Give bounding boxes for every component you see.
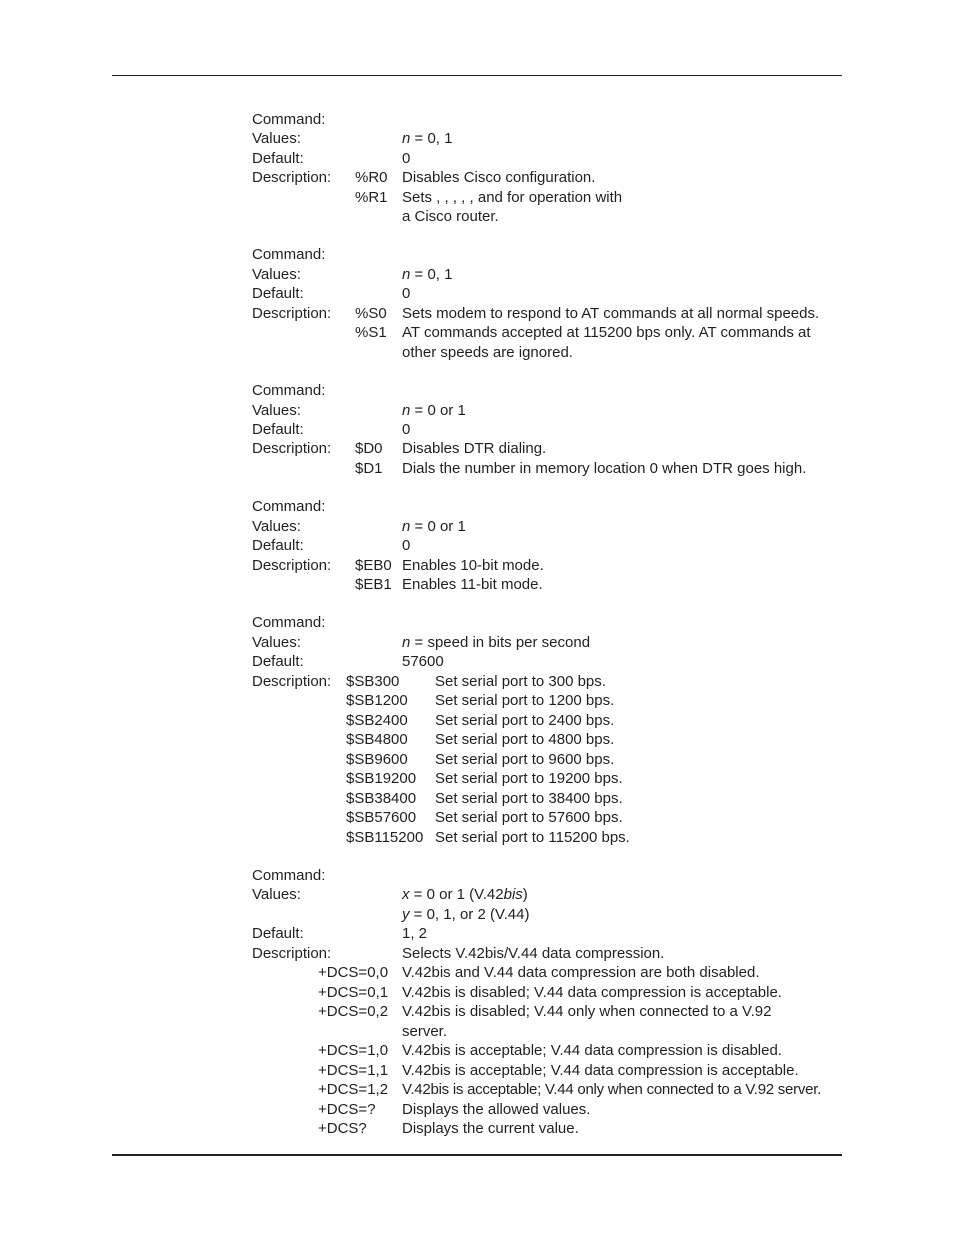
values-label: Values: <box>252 886 301 903</box>
values-label: Values: <box>252 402 301 419</box>
option-text: Sets , , , , , and for operation with <box>402 189 623 206</box>
option-text: Set serial port to 4800 bps. <box>435 731 615 748</box>
option-text: Disables DTR dialing. <box>402 440 547 457</box>
description-label: Description: <box>252 169 332 186</box>
option-code: $SB4800 <box>346 731 408 748</box>
option-code: +DCS? <box>318 1120 367 1137</box>
option-code: $SB38400 <box>346 790 417 807</box>
option-code: +DCS=0,2 <box>318 1003 389 1020</box>
values-label: Values: <box>252 634 301 651</box>
option-text: Displays the current value. <box>402 1120 579 1137</box>
option-code: %S1 <box>355 324 387 341</box>
option-code: $EB0 <box>355 557 392 574</box>
option-text: V.42bis is acceptable; V.44 data compression is acceptable. <box>402 1062 799 1079</box>
values-value: n = 0 or 1 <box>402 518 466 535</box>
option-text: Set serial port to 2400 bps. <box>435 712 615 729</box>
option-text: Displays the allowed values. <box>402 1101 591 1118</box>
description-label: Description: <box>252 440 332 457</box>
option-text: Dials the number in memory location 0 when DTR goes high. <box>402 460 807 477</box>
option-code: $SB1200 <box>346 692 408 709</box>
option-code: $SB57600 <box>346 809 417 826</box>
values-value: n = 0, 1 <box>402 266 453 283</box>
option-code: %S0 <box>355 305 387 322</box>
description-label: Description: <box>252 305 332 322</box>
values-value-x: x = 0 or 1 (V.42bis) <box>402 886 528 903</box>
command-label: Command: <box>252 111 326 128</box>
option-code: $SB19200 <box>346 770 417 787</box>
header-rule <box>112 75 842 76</box>
option-text: V.42bis is acceptable; V.44 only when connected to a V.92 server. <box>402 1081 822 1098</box>
option-text: Enables 10-bit mode. <box>402 557 544 574</box>
default-label: Default: <box>252 925 304 942</box>
option-text: Disables Cisco configuration. <box>402 169 596 186</box>
command-label: Command: <box>252 382 326 399</box>
option-text-continued: server. <box>402 1023 448 1040</box>
command-label: Command: <box>252 867 326 884</box>
option-text: Set serial port to 19200 bps. <box>435 770 623 787</box>
option-text: V.42bis and V.44 data compression are both disabled. <box>402 964 760 981</box>
command-label: Command: <box>252 246 326 263</box>
option-code: $SB115200 <box>346 829 424 846</box>
option-text: V.42bis is disabled; V.44 only when connected to a V.92 <box>402 1003 772 1020</box>
default-value: 0 <box>402 150 411 167</box>
option-code: $SB300 <box>346 673 400 690</box>
option-code: +DCS=1,1 <box>318 1062 389 1079</box>
description-label: Description: <box>252 557 332 574</box>
default-value: 57600 <box>402 653 444 670</box>
values-label: Values: <box>252 266 301 283</box>
option-text: Sets modem to respond to AT commands at all normal speeds. <box>402 305 820 322</box>
option-code: $D1 <box>355 460 383 477</box>
option-code: %R0 <box>355 169 388 186</box>
option-text: Set serial port to 300 bps. <box>435 673 606 690</box>
default-value: 0 <box>402 285 411 302</box>
option-text-continued: other speeds are ignored. <box>402 344 573 361</box>
option-text: Set serial port to 115200 bps. <box>435 829 630 846</box>
values-value: n = 0, 1 <box>402 130 453 147</box>
option-text: V.42bis is disabled; V.44 data compression is acceptable. <box>402 984 782 1001</box>
default-label: Default: <box>252 285 304 302</box>
option-code: %R1 <box>355 189 388 206</box>
default-label: Default: <box>252 537 304 554</box>
option-text: Set serial port to 38400 bps. <box>435 790 623 807</box>
description-label: Description: <box>252 673 332 690</box>
option-code: +DCS=0,1 <box>318 984 389 1001</box>
values-label: Values: <box>252 130 301 147</box>
option-code: $SB2400 <box>346 712 408 729</box>
option-text: Set serial port to 57600 bps. <box>435 809 623 826</box>
option-code: $EB1 <box>355 576 392 593</box>
command-label: Command: <box>252 498 326 515</box>
default-value: 0 <box>402 537 411 554</box>
option-code: $SB9600 <box>346 751 408 768</box>
values-value: n = 0 or 1 <box>402 402 466 419</box>
option-code: +DCS=0,0 <box>318 964 389 981</box>
option-text: Set serial port to 1200 bps. <box>435 692 615 709</box>
option-text: Set serial port to 9600 bps. <box>435 751 615 768</box>
default-value: 1, 2 <box>402 925 428 942</box>
option-code: +DCS=1,2 <box>318 1081 389 1098</box>
default-value: 0 <box>402 421 411 438</box>
values-label: Values: <box>252 518 301 535</box>
default-label: Default: <box>252 421 304 438</box>
description-label: Description: <box>252 945 332 962</box>
description-text: Selects V.42bis/V.44 data compression. <box>402 945 665 962</box>
option-code: +DCS=1,0 <box>318 1042 389 1059</box>
values-value-y: y = 0, 1, or 2 (V.44) <box>402 906 530 923</box>
values-value: n = speed in bits per second <box>402 634 591 651</box>
default-label: Default: <box>252 653 304 670</box>
option-text: AT commands accepted at 115200 bps only. AT commands at <box>402 324 811 341</box>
footer-rule <box>112 1154 842 1156</box>
default-label: Default: <box>252 150 304 167</box>
option-code: +DCS=? <box>318 1101 376 1118</box>
option-text: Enables 11-bit mode. <box>402 576 543 593</box>
option-code: $D0 <box>355 440 383 457</box>
option-text: V.42bis is acceptable; V.44 data compression is disabled. <box>402 1042 782 1059</box>
command-label: Command: <box>252 614 326 631</box>
option-text-continued: a Cisco router. <box>402 208 499 225</box>
